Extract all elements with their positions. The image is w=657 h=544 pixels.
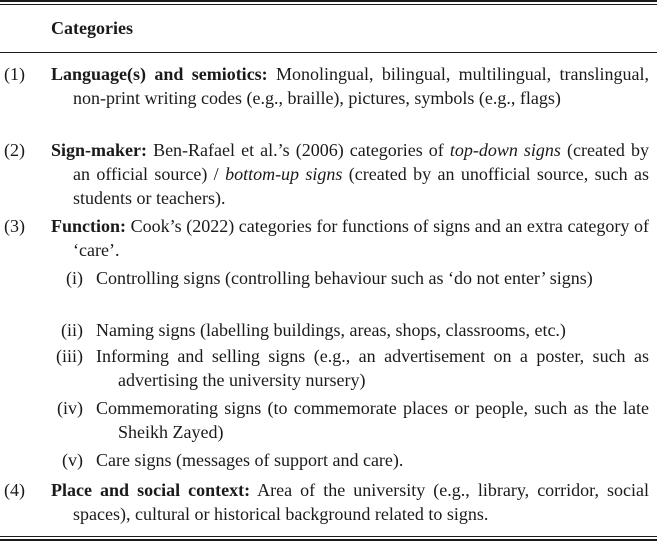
subitem-text: Care signs (messages of support and care).	[96, 450, 404, 470]
subitem-number: (i)	[66, 268, 83, 288]
row-description-part: (created by an unofficial source, such as students or teachers).	[73, 164, 650, 208]
row-text	[51, 138, 649, 210]
row-term-bottom-up: bottom-up signs	[225, 164, 343, 184]
header-rule	[0, 52, 657, 53]
row-term-top-down: top-down signs	[449, 140, 561, 160]
bottom-rule	[0, 539, 657, 541]
subitem-number: (ii)	[61, 320, 83, 340]
row-description: Cook’s (2022) categories for functions of signs and an extra category of ‘care’.	[73, 216, 649, 260]
row-description-part: Ben-Rafael et al.’s (2006) categories of	[147, 140, 450, 160]
table-header: Categories	[51, 18, 133, 38]
row-description: Area of the university (e.g., library, corridor, social spaces), cultural or historical background related to signs.	[73, 480, 649, 524]
subitem-number: (iii)	[56, 346, 83, 366]
row-description-part: (created by an official source) /	[73, 140, 649, 184]
top-rule	[0, 0, 657, 2]
top-rule-inner	[0, 4, 657, 5]
subitem-text: Informing and selling signs (e.g., an advertisement on a poster, such as advertising the university nursery)	[96, 346, 649, 390]
row-text	[51, 478, 649, 526]
subitem-text: Commemorating signs (to commemorate places or people, such as the late Sheikh Zayed)	[96, 398, 649, 442]
subitem-number: (iv)	[57, 398, 83, 418]
row-number: (4)	[4, 480, 25, 500]
row-number: (1)	[4, 64, 25, 84]
row-heading: Place and social context:	[51, 480, 251, 500]
row-text	[51, 62, 649, 110]
row-heading: Function:	[51, 216, 127, 236]
row-text	[51, 214, 649, 262]
subitem-number: (v)	[62, 450, 83, 470]
row-description: Monolingual, bilingual, multilingual, translingual, non-print writing codes (e.g., braille), pictures, symbols (e.g., flags)	[73, 64, 649, 108]
bottom-rule-inner	[0, 536, 657, 537]
subitem-text: Controlling signs (controlling behaviour such as ‘do not enter’ signs)	[96, 268, 593, 288]
row-heading: Language(s) and semiotics:	[51, 64, 268, 84]
subitem-text: Naming signs (labelling buildings, areas, shops, classrooms, etc.)	[96, 320, 566, 340]
row-number: (2)	[4, 140, 25, 160]
row-number: (3)	[4, 216, 25, 236]
row-heading: Sign-maker:	[51, 140, 147, 160]
